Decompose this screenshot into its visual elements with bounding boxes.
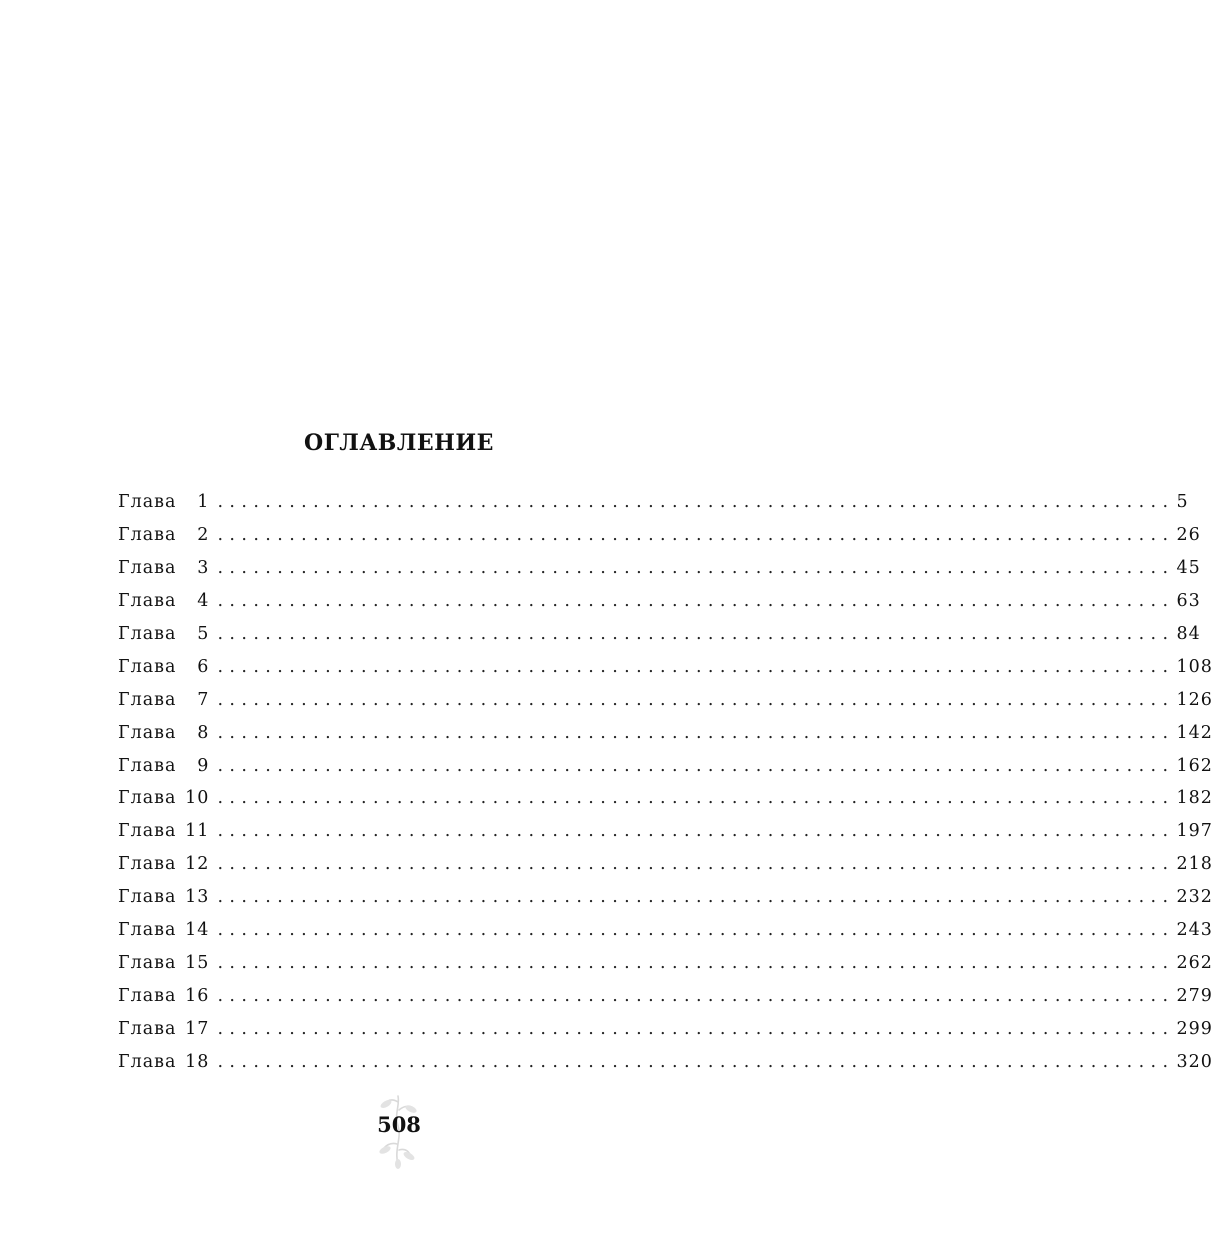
page-number: 299 [1176,1018,1213,1039]
chapter-number: 1 [197,492,210,513]
chapter-number: 8 [197,722,210,743]
page-number: 63 [1176,591,1201,612]
page-number: 5 [1176,492,1189,513]
dot-leader: ................................................................................ [217,985,1175,1006]
toc-entry [118,979,1213,1012]
page-number: 243 [1176,920,1213,941]
toc-entry [118,618,1201,651]
page-number: 232 [1176,887,1213,908]
dot-leader: ................................................................................ [217,1051,1175,1072]
chapter-label: Глава [118,755,177,776]
chapter-number: 6 [197,656,210,677]
chapter-label: Глава [118,821,177,842]
dot-leader: ................................................................................ [217,952,1175,973]
page-number: 162 [1176,755,1213,776]
page-number: 508 [377,1112,421,1137]
chapter-number: 11 [185,821,210,842]
chapter-label: Глава [118,656,177,677]
page-number: 262 [1176,952,1213,973]
toc-entry [118,1012,1213,1045]
chapter-label: Глава [118,788,177,809]
toc-entry [118,749,1213,782]
chapter-label: Глава [118,525,177,546]
chapter-number: 5 [197,624,210,644]
dot-leader: ................................................................................ [217,788,1175,809]
dot-leader: ................................................................................ [217,689,1175,710]
chapter-number: 3 [197,558,210,579]
toc-entry [118,585,1201,618]
chapter-label: Глава [118,952,177,973]
dot-leader: ................................................................................ [217,854,1175,875]
chapter-number: 14 [185,920,210,941]
toc-entry [118,914,1213,947]
chapter-number: 2 [197,525,210,546]
page-number: 45 [1176,558,1201,579]
chapter-label: Глава [118,1051,177,1072]
dot-leader: ................................................................................ [217,920,1175,941]
chapter-number: 13 [185,887,210,908]
table-of-contents [118,486,1213,1078]
dot-leader: ................................................................................ [217,492,1175,513]
dot-leader: ................................................................................ [217,656,1175,677]
page-number: 218 [1176,854,1213,875]
page-number: 126 [1176,689,1213,710]
chapter-number: 17 [185,1018,210,1039]
toc-entry [118,1045,1213,1078]
toc-entry [118,881,1213,914]
dot-leader: ................................................................................ [217,887,1175,908]
chapter-label: Глава [118,887,177,908]
dot-leader: ................................................................................ [217,624,1175,644]
chapter-label: Глава [118,1018,177,1039]
chapter-label: Глава [118,492,177,513]
chapter-number: 10 [185,788,210,809]
toc-entry [118,782,1213,815]
page-number: 84 [1176,624,1201,644]
chapter-number: 18 [185,1051,210,1072]
dot-leader: ................................................................................ [217,558,1175,579]
toc-entry [118,650,1213,683]
toc-entry [118,848,1213,881]
toc-entry [118,946,1213,979]
dot-leader: ................................................................................ [217,591,1175,612]
toc-entry [118,486,1189,519]
dot-leader: ................................................................................ [217,755,1175,776]
chapter-label: Глава [118,920,177,941]
chapter-number: 4 [197,591,210,612]
chapter-number: 7 [197,689,210,710]
chapter-label: Глава [118,722,177,743]
chapter-number: 12 [185,854,210,875]
dot-leader: ................................................................................ [217,525,1175,546]
chapter-label: Глава [118,591,177,612]
page-number: 197 [1176,821,1213,842]
dot-leader: ................................................................................ [217,821,1175,842]
toc-entry [118,519,1201,552]
dot-leader: ................................................................................ [217,722,1175,743]
toc-entry [118,815,1213,848]
folio [364,1092,434,1170]
toc-entry [118,552,1201,585]
page-number: 182 [1176,788,1213,809]
chapter-label: Глава [118,558,177,579]
page-number: 26 [1176,525,1201,546]
toc-entry [118,683,1213,716]
page-title: ОГЛАВЛЕНИЕ [304,430,494,456]
page-number: 279 [1176,985,1213,1006]
chapter-label: Глава [118,624,177,644]
toc-entry [118,716,1213,749]
chapter-number: 15 [185,952,210,973]
chapter-label: Глава [118,854,177,875]
page-number: 142 [1176,722,1213,743]
page-number: 320 [1176,1051,1213,1072]
chapter-label: Глава [118,985,177,1006]
page-number: 108 [1176,656,1213,677]
dot-leader: ................................................................................ [217,1018,1175,1039]
chapter-number: 9 [197,755,210,776]
chapter-number: 16 [185,985,210,1006]
chapter-label: Глава [118,689,177,710]
